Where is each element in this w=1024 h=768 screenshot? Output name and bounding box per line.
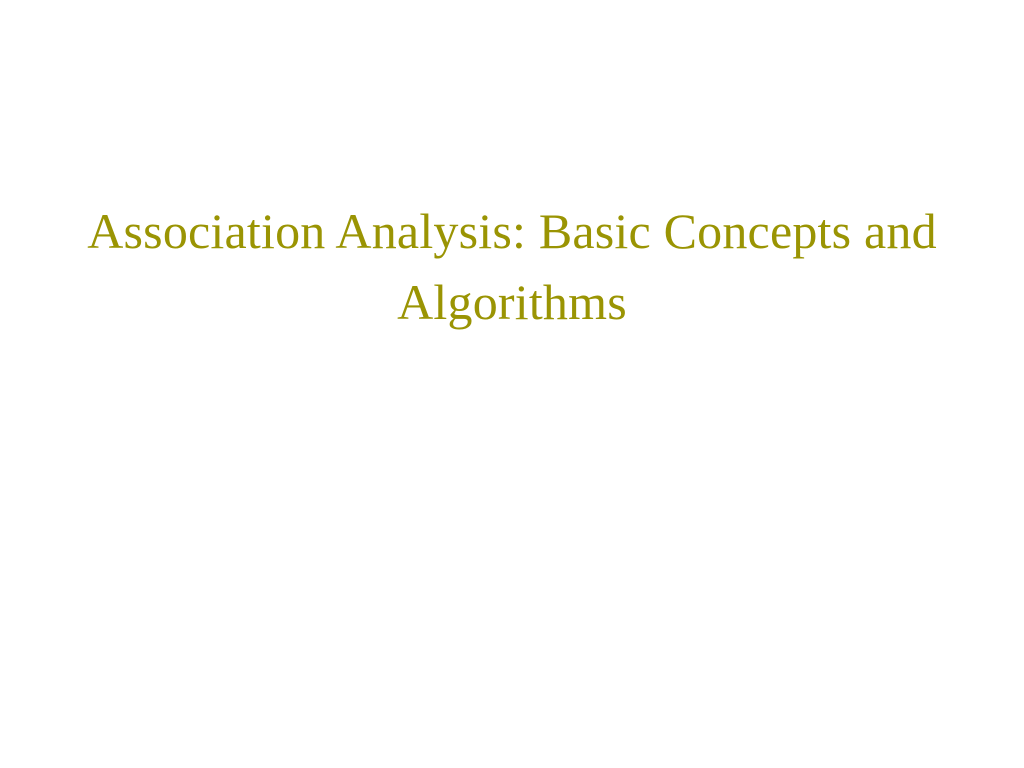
slide-title: Association Analysis: Basic Concepts and Algorithms [87,203,947,330]
title-placeholder [0,196,1024,338]
